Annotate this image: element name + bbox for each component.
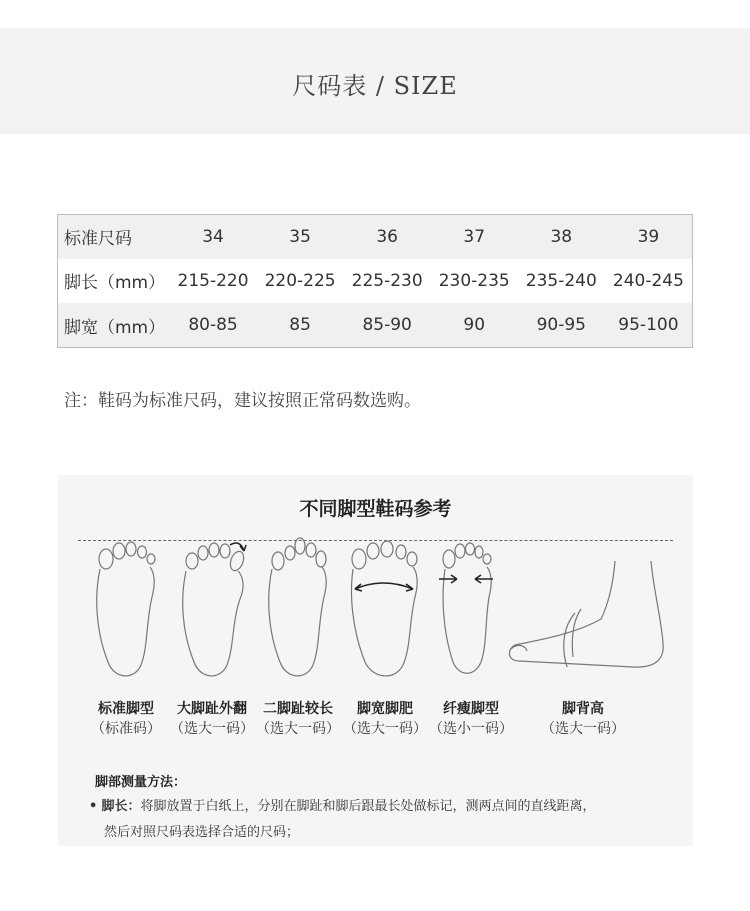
row-header: 脚宽（mm）	[64, 317, 166, 338]
standard-foot-icon	[86, 537, 166, 687]
foot-type-recommendation: （选大一码）	[170, 721, 254, 737]
table-cell: 95-100	[618, 315, 679, 336]
measurement-step	[89, 795, 595, 814]
table-cell: 235-240	[525, 270, 597, 291]
row-header: 脚长（mm）	[64, 273, 166, 294]
foot-label-standard	[76, 699, 176, 739]
foot-type-name: 脚背高	[562, 701, 604, 717]
page-title: 尺码表 / SIZE	[292, 72, 458, 100]
foot-label-bunion	[162, 699, 262, 739]
foot-type-recommendation: （选大一码）	[256, 721, 340, 737]
slim-foot-icon	[431, 537, 511, 687]
foot-type-recommendation: （选大一码）	[541, 721, 625, 737]
foot-type-recommendation: （标准码）	[91, 721, 161, 737]
panel-title: 不同脚型鞋码参考	[299, 498, 452, 520]
foot-type-recommendation: （选大一码）	[343, 721, 427, 737]
table-cell: 37	[463, 226, 486, 247]
bullet-icon: •	[89, 799, 98, 814]
bunion-foot-icon	[172, 537, 252, 687]
foot-type-name: 标准脚型	[98, 701, 154, 717]
table-cell: 240-245	[612, 270, 684, 291]
row-header: 标准尺码	[64, 229, 132, 250]
table-cell: 80-85	[188, 315, 238, 336]
long-second-toe-icon	[258, 537, 338, 687]
table-cell: 39	[637, 226, 660, 247]
table-row	[58, 259, 693, 303]
foot-type-name: 纤瘦脚型	[443, 701, 499, 717]
measurement-text-continued: 然后对照尺码表选择合适的尺码；	[104, 825, 300, 840]
table-cell: 85	[289, 315, 311, 336]
foot-label-slim	[421, 699, 521, 739]
foot-type-panel	[58, 475, 693, 846]
table-cell: 225-230	[351, 270, 423, 291]
foot-label-wide	[335, 699, 435, 739]
table-cell: 85-90	[362, 315, 412, 336]
table-cell: 36	[376, 226, 398, 247]
foot-label-high-instep	[533, 699, 633, 739]
foot-label-long-second-toe	[248, 699, 348, 739]
table-cell: 34	[202, 226, 224, 247]
foot-type-name: 大脚趾外翻	[177, 701, 247, 717]
table-cell: 215-220	[177, 270, 249, 291]
size-table	[57, 214, 693, 348]
table-row	[58, 303, 693, 347]
table-cell: 230-235	[438, 270, 510, 291]
table-cell: 90	[463, 315, 486, 336]
wide-foot-icon	[345, 537, 425, 687]
size-note: 注：鞋码为标准尺码，建议按照正常码数选购。	[64, 391, 421, 411]
measurement-title: 脚部测量方法：	[95, 775, 187, 790]
foot-type-name: 脚宽脚肥	[357, 701, 413, 717]
foot-type-recommendation: （选小一码）	[429, 721, 513, 737]
table-cell: 35	[289, 226, 311, 247]
table-row	[58, 215, 693, 259]
measurement-term: 脚长：	[101, 799, 141, 814]
measurement-text: 将脚放置于白纸上，分别在脚趾和脚后跟最长处做标记，测两点间的直线距离，	[140, 799, 596, 814]
table-cell: 90-95	[536, 315, 586, 336]
table-cell: 220-225	[264, 270, 336, 291]
foot-type-name: 二脚趾较长	[263, 701, 333, 717]
high-instep-icon	[503, 557, 673, 677]
table-cell: 38	[550, 226, 573, 247]
